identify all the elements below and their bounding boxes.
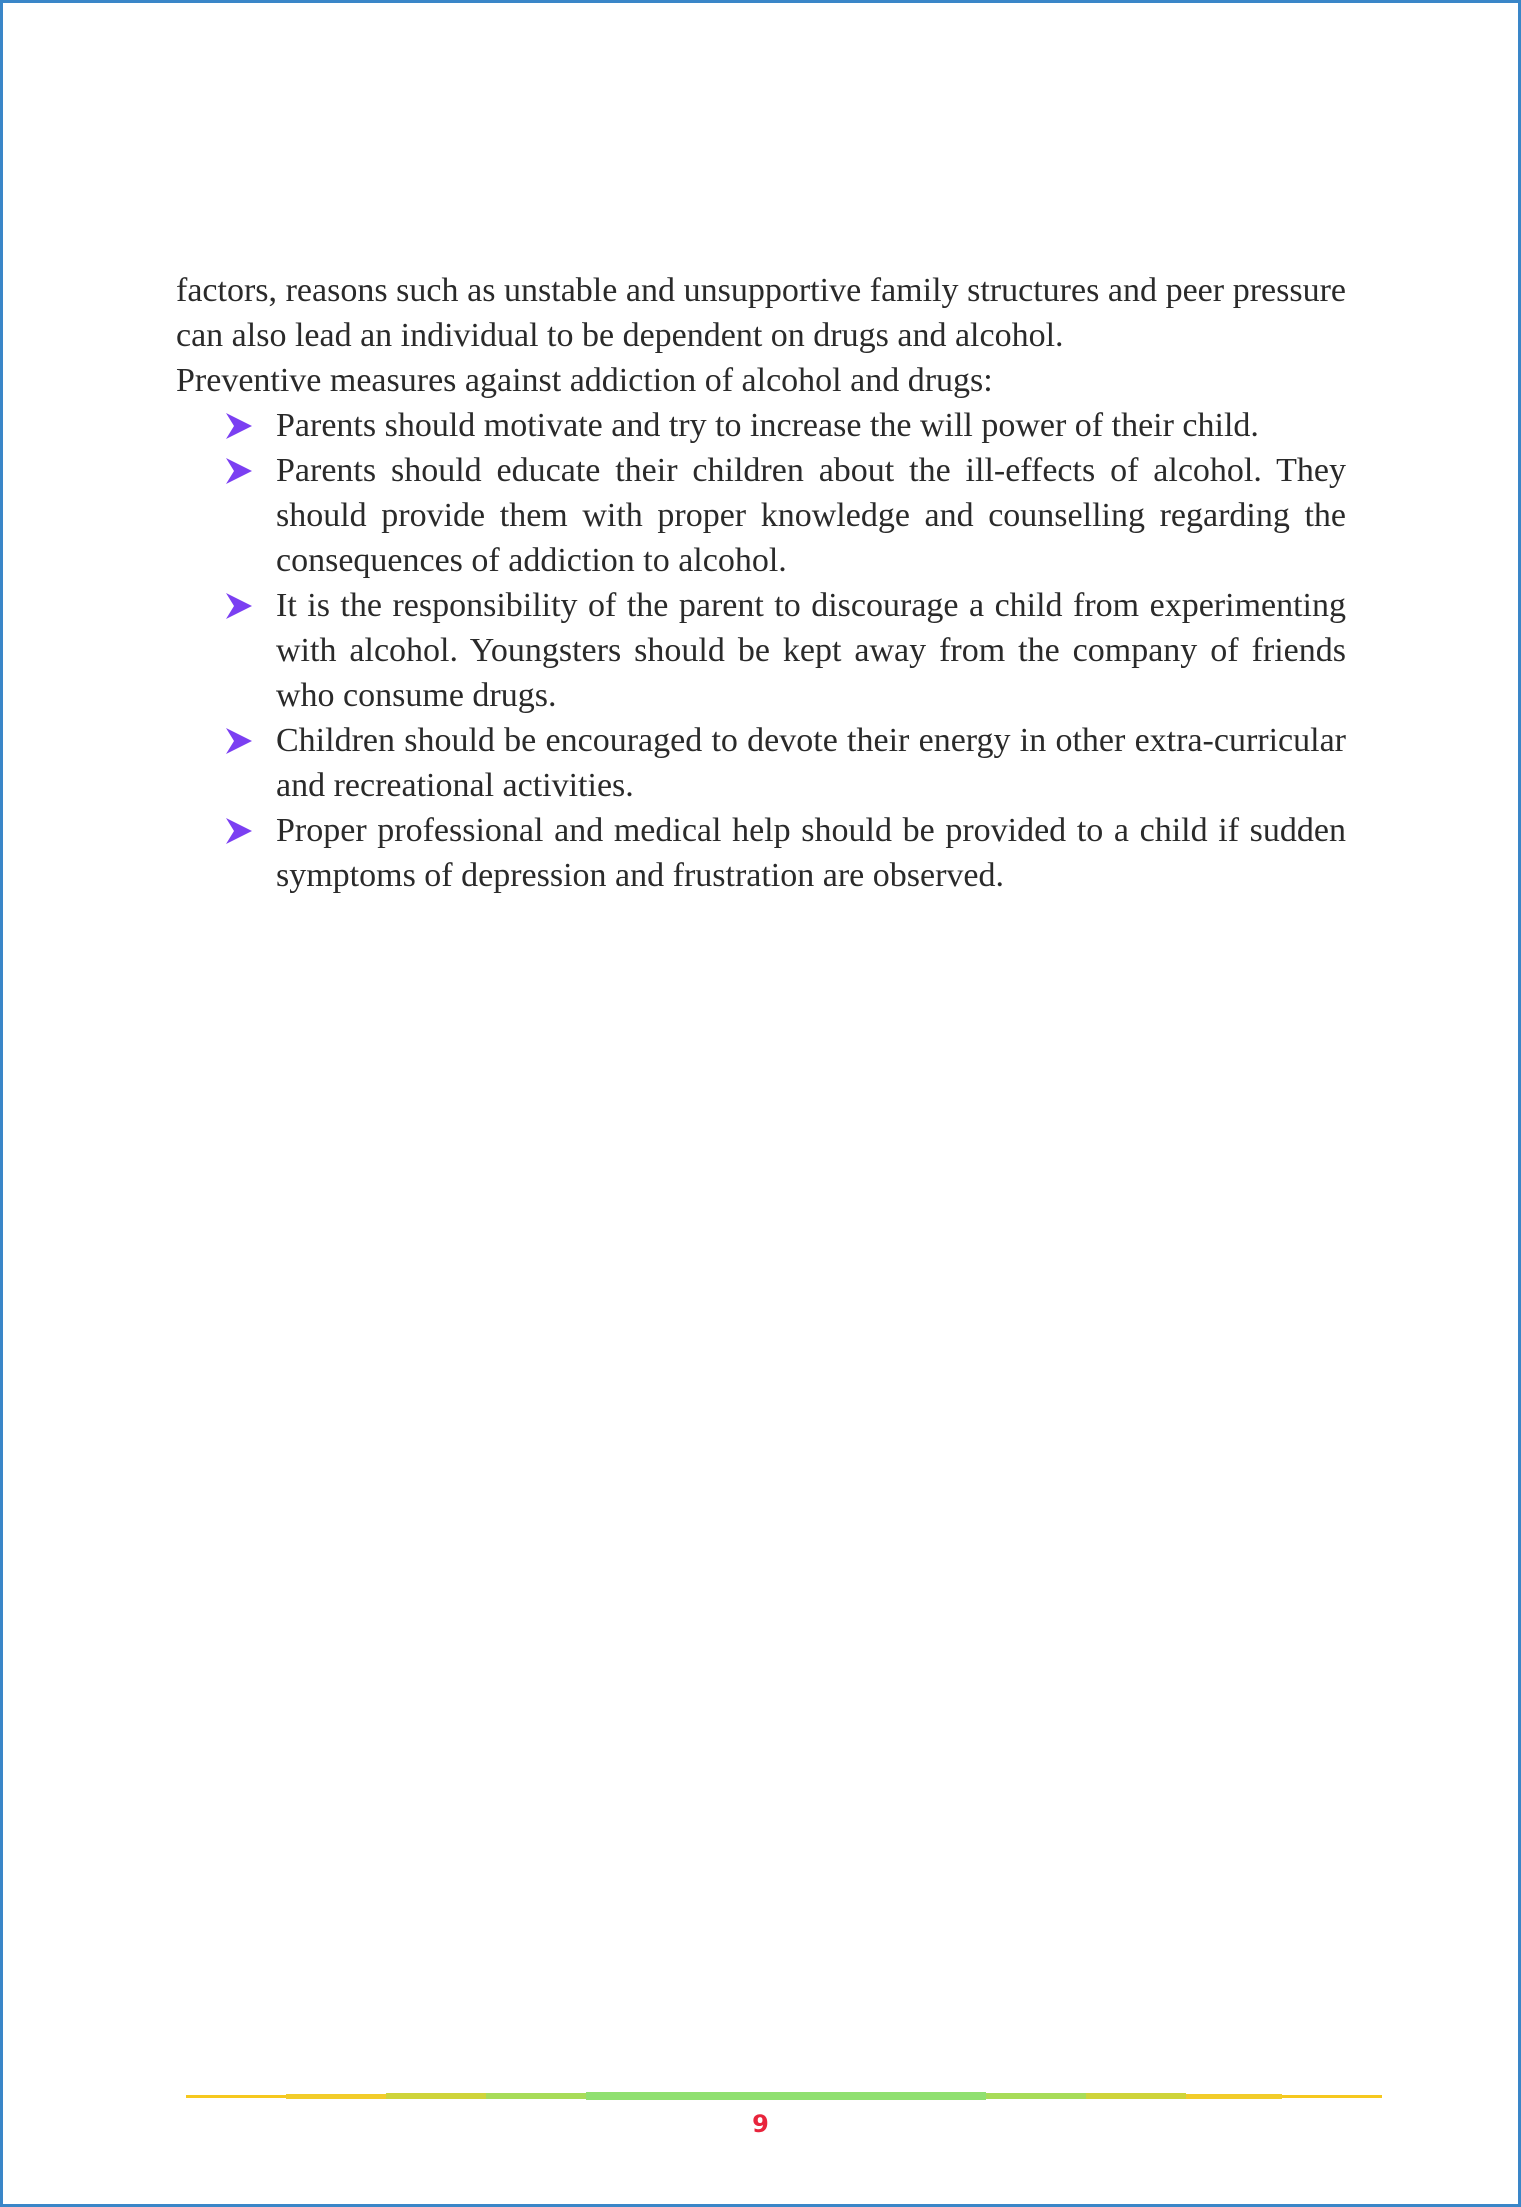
arrowhead-icon <box>224 816 254 846</box>
section-heading: Preventive measures against addiction of alcohol and drugs: <box>176 362 993 399</box>
page-content <box>176 268 1346 898</box>
page-number: 9 <box>752 2110 769 2138</box>
arrowhead-icon <box>224 591 254 621</box>
arrowhead-icon <box>224 726 254 756</box>
list-item: Parents should motivate and try to increase the will power of their child. <box>276 403 1346 448</box>
list-item: Proper professional and medical help should be provided to a child if sudden symptoms of depression and frustration are observed. <box>276 808 1346 898</box>
preventive-measures-list <box>176 403 1346 898</box>
arrowhead-icon <box>224 411 254 441</box>
list-item: Children should be encouraged to devote their energy in other extra-curricular and recreational activities. <box>276 718 1346 808</box>
footer-divider <box>186 2092 1382 2100</box>
paragraph-continuation: factors, reasons such as unstable and unsupportive family structures and peer pressure can also lead an individual to be dependent on drugs and alcohol. <box>176 272 1346 354</box>
list-item: Parents should educate their children about the ill-effects of alcohol. They should provide them with proper knowledge and counselling regarding the consequences of addiction to alcohol. <box>276 448 1346 583</box>
list-item: It is the responsibility of the parent to discourage a child from experimenting with alcohol. Youngsters should be kept away from the company of friends who consume drugs. <box>276 583 1346 718</box>
arrowhead-icon <box>224 456 254 486</box>
